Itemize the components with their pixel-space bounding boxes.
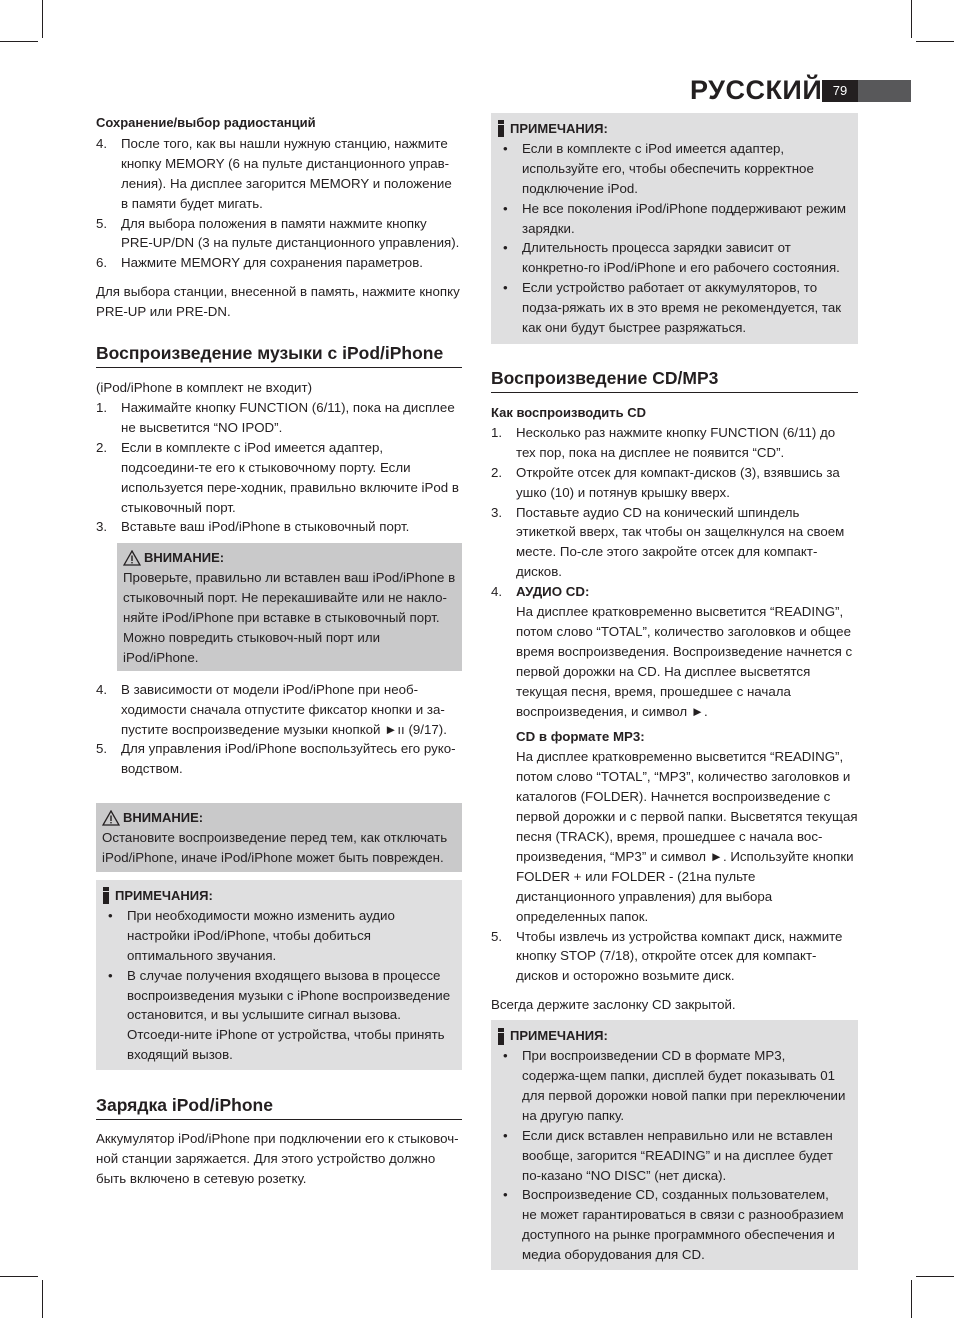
language-title: РУССКИЙ	[690, 75, 823, 105]
warning-box	[96, 803, 462, 872]
list-item: 4. АУДИО CD: На дисплее кратковременно высветится “READING”, потом слово “TOTAL”, количество заголовков и общее время воспроизведения. Воспроизведение начнется с первой дорожки на CD. На дисплее высветятся текущая песня, время, прошедшее с начала воспроизведения, и символ ►. CD в формате MP3: На дисплее кратковременно высветится “READING”, потом слово “TOTAL”, “MP3”, количество заголовков и каталогов (FOLDER). Начнется воспроизведение с первой дорожки и с первой папки. Высветятся текущая песня (TRACK), время, прошедшее с начала вос-произведения, “MP3” и символ ►. Используйте кнопки FOLDER + или FOLDER - (21на пульте дистанционного управления) для выбора определенных папок.	[491, 582, 858, 926]
numbered-list	[96, 398, 462, 537]
play-pause-symbol: ►ıı	[384, 721, 405, 737]
notes-title: ПРИМЕЧАНИЯ:	[100, 886, 452, 906]
list-item: 1. Несколько раз нажмите кнопку FUNCTION (6/11) до тех пор, пока на дисплее не появится “CD”.	[491, 424, 836, 460]
list-item: 3. Поставьте аудио CD на конический шпиндель этикеткой вверх, так чтобы он защелкнулся на своем месте. По-сле этого закройте отсек для компакт-дисков.	[491, 504, 845, 580]
right-column	[491, 113, 858, 1270]
list-item: 2. Если в комплекте с iPod имеется адаптер, подсоедини-те его к стыковочному порту. Если используется пере-ходник, правильно включите iPod в стыковочный порт.	[96, 439, 459, 515]
list-item: • Если диск вставлен неправильно или не вставлен вообще, загорится “READING” и на дисплее будет по-казано “NO DISC” (нет диска).	[503, 1127, 833, 1183]
list-item: • Не все поколения iPod/iPhone поддерживают режим зарядки.	[503, 200, 847, 236]
list-item: • Воспроизведение CD, созданных пользователем, не может гарантироваться в связи с разнообразием доступного на рынке программного обеспечения и медиа оборудования для CD.	[503, 1187, 844, 1263]
section-heading-cd: Воспроизведение CD/MP3	[491, 367, 858, 393]
info-icon	[495, 1028, 507, 1045]
audio-cd-title: АУДИО CD:	[516, 584, 590, 600]
warning-box	[117, 543, 462, 670]
bullet-list	[495, 1046, 846, 1265]
play-symbol: ►	[709, 848, 723, 864]
list-item: 4. После того, как вы нашли нужную станцию, нажмите кнопку MEMORY (6 на пульте дистанционного управ-ления). На дисплее загорится MEMORY и положение в памяти будет мигать.	[96, 135, 452, 211]
section-subtitle: Как воспроизводить CD	[491, 404, 647, 420]
list-item: 2. Откройте отсек для компакт-дисков (3), взявшись за ушко (10) и потянув крышку вверх.	[491, 464, 840, 500]
list-item: 1. Нажимайте кнопку FUNCTION (6/11), пока на дисплее не высветится “NO IPOD”.	[96, 399, 455, 435]
list-item: • При воспроизведении CD в формате MP3, содержа-щем папки, дисплей будет показывать 01 для первой дорожки новой папки при переключении на другую папку.	[503, 1048, 846, 1123]
crop-mark	[0, 41, 38, 42]
numbered-list	[96, 680, 462, 780]
paragraph: Для выбора станции, внесенной в память, нажмите кнопку PRE-UP или PRE-DN.	[96, 284, 460, 320]
list-item: • Если в комплекте с iPod имеется адаптер, используйте его, чтобы обеспечить корректное подключение iPod.	[503, 140, 814, 196]
numbered-list	[491, 423, 858, 986]
notes-box	[491, 1020, 858, 1270]
page-number-badge	[822, 80, 911, 102]
list-item: 6. Нажмите MEMORY для сохранения параметров.	[96, 255, 423, 271]
list-item: 5. Для выбора положения в памяти нажмите кнопку PRE-UP/DN (3 на пульте дистанционного управления).	[96, 215, 460, 251]
info-icon	[495, 120, 507, 137]
info-icon	[100, 887, 112, 904]
mp3-title: CD в формате MP3:	[516, 729, 645, 745]
crop-mark	[916, 1276, 954, 1277]
section-heading-ipod: Воспроизведение музыки с iPod/iPhone	[96, 342, 462, 368]
section-subtitle: Сохранение/выбор радиостанций	[96, 115, 316, 130]
crop-mark	[42, 1280, 43, 1318]
audio-cd-text: На дисплее кратковременно высветится “READING”, потом слово “TOTAL”, количество заголовков и общее время воспроизведения. Воспроизведение начнется с первой дорожки на CD. На дисплее высветятся текущая песня, время, прошедшее с начала воспроизведения, и символ ►.	[516, 604, 853, 719]
mp3-text: На дисплее кратковременно высветится “READING”, потом слово “TOTAL”, “MP3”, количество заголовков и каталогов (FOLDER). Начнется воспроизведение с первой дорожки и с первой папки. Высветятся текущая песня (TRACK), время, прошедшее с начала вос-произведения, “MP3” и символ ►. Используйте кнопки FOLDER + или FOLDER - (21на пульте дистанционного управления) для выбора определенных папок.	[516, 749, 858, 924]
crop-mark	[42, 0, 43, 38]
warning-title: ВНИМАНИЕ:	[123, 548, 456, 568]
warning-icon	[102, 810, 120, 826]
left-column	[96, 113, 462, 1189]
list-item: • Длительность процесса зарядки зависит от конкретно-го iPod/iPhone и его рабочего состояния.	[503, 240, 840, 276]
crop-mark	[916, 41, 954, 42]
notes-title: ПРИМЕЧАНИЯ:	[495, 119, 856, 139]
crop-mark	[911, 1280, 912, 1318]
paragraph: Всегда держите заслонку CD закрытой.	[491, 997, 736, 1013]
bullet-list	[100, 906, 452, 1065]
list-item: 5. Для управления iPod/iPhone воспользуйтесь его руко-водством.	[96, 741, 456, 777]
warning-text: Проверьте, правильно ли вставлен ваш iPod/iPhone в стыковочный порт. Не перекашивайте или не накло-няйте iPod/iPhone при вставке в стыковочный порт. Можно повредить стыковоч-ный порт или iPod/iPhone.	[123, 570, 456, 665]
notes-title: ПРИМЕЧАНИЯ:	[495, 1026, 846, 1046]
paragraph: (iPod/iPhone в комплект не входит)	[96, 380, 313, 396]
crop-mark	[911, 0, 912, 38]
crop-mark	[0, 1276, 38, 1277]
notes-box	[491, 113, 858, 344]
notes-box	[96, 880, 462, 1070]
warning-title: ВНИМАНИЕ:	[102, 808, 456, 828]
bullet-list	[495, 139, 856, 338]
list-item: 5. Чтобы извлечь из устройства компакт диск, нажмите кнопку STOP (7/18), откройте отсек для компакт-дисков и осторожно возьмите диск.	[491, 928, 843, 984]
section-heading-charging: Зарядка iPod/iPhone	[96, 1094, 462, 1120]
warning-text: Остановите воспроизведение перед тем, как отключать iPod/iPhone, иначе iPod/iPhone может быть поврежден.	[102, 830, 448, 866]
page-number: 79	[822, 80, 858, 102]
list-item: 4. В зависимости от модели iPod/iPhone при необ-ходимости сначала отпустите фиксатор кнопки и за-пустите воспроизведение музыки кнопкой ►ıı (9/17).	[96, 681, 447, 737]
list-item: • В случае получения входящего вызова в процессе воспроизведения музыки с iPhone воспроизведение остановится, и вы услышите сигнал вызова. Отсоеди-ните iPhone от устройства, чтобы принять входящий вызов.	[108, 967, 451, 1063]
numbered-list	[96, 134, 462, 273]
list-item: • Если устройство работает от аккумуляторов, то подза-ряжать их в это время не рекомендуется, так как они будут быстрее разряжаться.	[503, 280, 842, 336]
paragraph: Аккумулятор iPod/iPhone при подключении его к стыковоч-ной станции заряжается. Для этого устройство должно быть включено в сетевую розетку.	[96, 1131, 459, 1186]
list-item: • При необходимости можно изменить аудио настройки iPod/iPhone, чтобы добиться оптимального звучания.	[108, 907, 395, 963]
play-symbol: ►.	[690, 703, 708, 719]
list-item: 3. Вставьте ваш iPod/iPhone в стыковочный порт.	[96, 519, 410, 535]
warning-icon	[123, 550, 141, 566]
